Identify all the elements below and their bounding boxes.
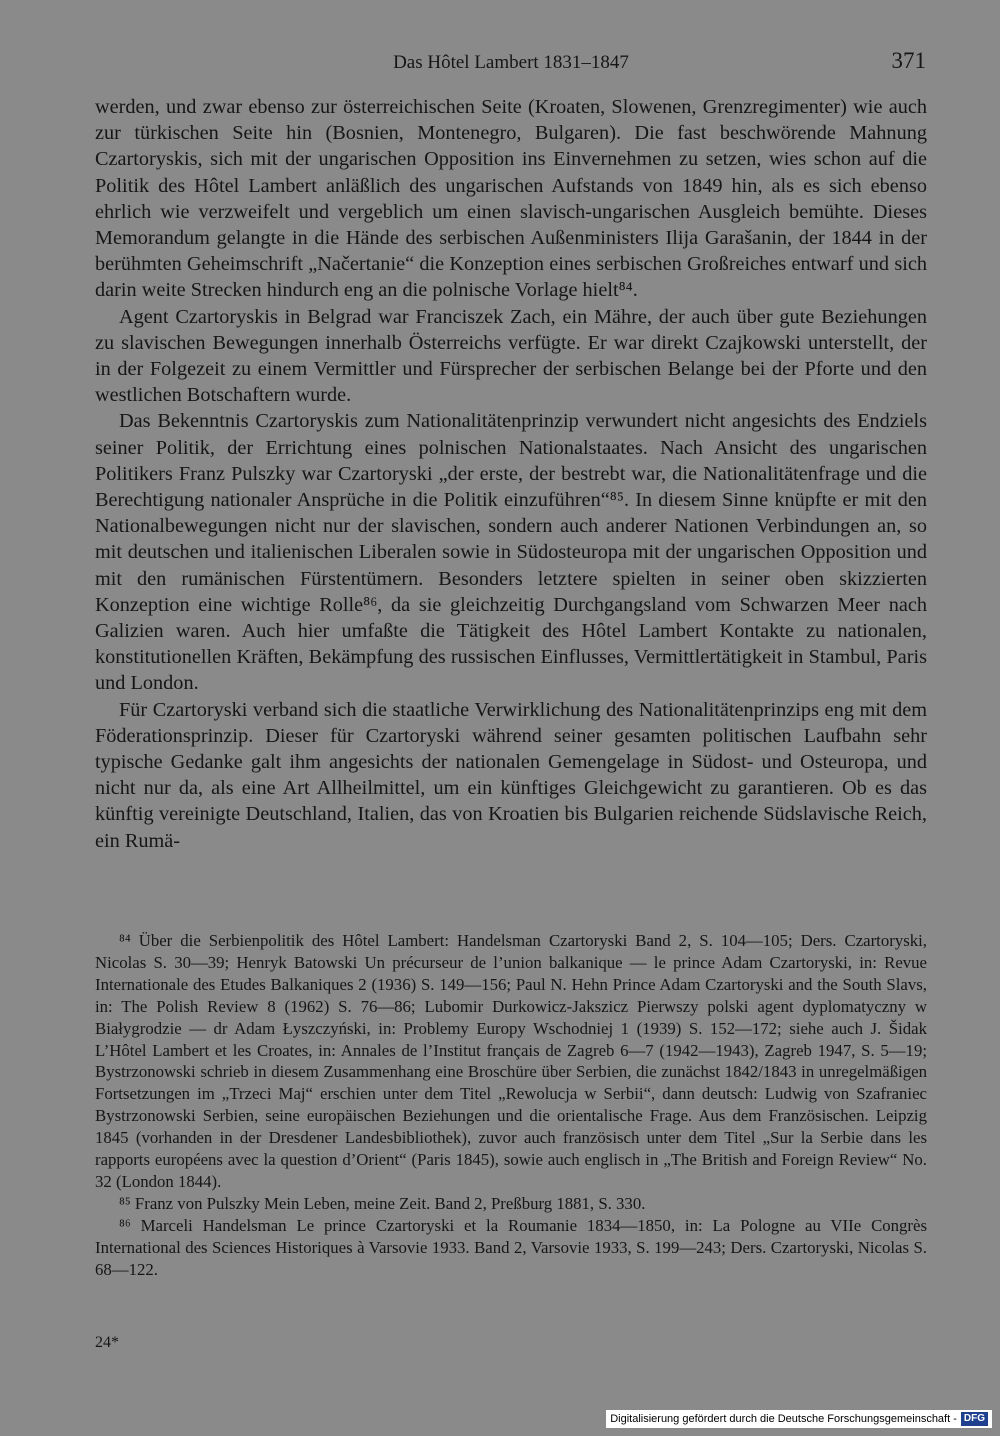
paragraph: Agent Czartoryskis in Belgrad war Franciszek Zach, ein Mähre, der auch über gute Beziehungen zu slavischen Bewegungen innerhalb Österreichs verfügte. Er war direkt Czajkowski unterstellt, der in der Folgezeit zu einem Vermittler und Fürsprecher der serbischen Belange bei der Pforte und den westlichen Botschaftern wurde.: [95, 305, 927, 407]
signature-mark: 24*: [95, 1334, 119, 1351]
running-title: Das Hôtel Lambert 1831–1847: [393, 52, 629, 73]
paragraph: werden, und zwar ebenso zur österreichischen Seite (Kroaten, Slowenen, Grenzregimenter) wie auch zur türkischen Seite hin (Bosnien, Montenegro, Bulgaren). Die fast beschwörende Mahnung Czartoryskis, sich mit der ungarischen Opposition ins Einvernehmen zu setzen, wies schon auf die Politik des Hôtel Lambert anläßlich des ungarischen Aufstands von 1849 hin, als es sich ebenso ehrlich wie verzweifelt und vergeblich um einen slavisch-ungarischen Ausgleich bemühte. Dieses Memorandum gelangte in die Hände des serbischen Außenministers Ilija Garašanin, der 1844 in der berühmten Geheimschrift „Načertanie“ die Konzeption eines serbischen Großreiches entwarf und sich darin weite Strecken hindurch eng an die polnische Vorlage hielt⁸⁴.: [95, 96, 927, 302]
page-header: [96, 48, 926, 78]
main-text: [95, 94, 927, 854]
footnotes: [95, 930, 927, 1281]
digitization-notice: [606, 1410, 992, 1428]
paragraph: Das Bekenntnis Czartoryskis zum Nationalitätenprinzip verwundert nicht angesichts des Endziels seiner Politik, der Errichtung eines polnischen Nationalstaates. Nach Ansicht des ungarischen Politikers Franz Pulszky war Czartoryski „der erste, der bestrebt war, die Nationalitätenfrage und die Berechtigung nationaler Ansprüche in die Politik einzuführen“⁸⁵. In diesem Sinne knüpfte er mit den Nationalbewegungen nicht nur der slavischen, sondern auch anderer Nationen Verbindungen an, so mit deutschen und italienischen Liberalen sowie in Südosteuropa mit der ungarischen Opposition und mit den rumänischen Fürstentümern. Besonders letztere spielten in seiner oben skizzierten Konzeption eine wichtige Rolle⁸⁶, da sie gleichzeitig Durchgangsland vom Schwarzen Meer nach Galizien waren. Auch hier umfaßte die Tätigkeit des Hôtel Lambert Kontakte zu nationalen, konstitutionellen Kräften, Bekämpfung des russischen Einflusses, Vermittlertätigkeit in Stambul, Paris und London.: [95, 410, 927, 695]
paragraph: Für Czartoryski verband sich die staatliche Verwirklichung des Nationalitätenprinzips eng mit dem Föderationsprinzip. Dieser für Czartoryski während seiner gesamten politischen Laufbahn sehr typische Gedanke galt ihm angesichts der nationalen Gemengelage in Südost- und Osteuropa, und nicht nur da, als eine Art Allheilmittel, um ein künftiges Gleichgewicht zu garantieren. Ob es das künftig vereinigte Deutschland, Italien, das von Kroatien bis Bulgarien reichende Südslavische Reich, ein Rumä-: [95, 698, 927, 852]
dfg-logo-icon: DFG: [961, 1412, 988, 1426]
footnote: ⁸⁶ Marceli Handelsman Le prince Czartoryski et la Roumanie 1834—1850, in: La Pologne au VIIe Congrès International des Sciences Historiques à Varsovie 1933. Band 2, Varsovie 1933, S. 199—243; Ders. Czartoryski, Nicolas S. 68—122.: [95, 1215, 927, 1279]
digitization-text: Digitalisierung gefördert durch die Deutsche Forschungsgemeinschaft -: [610, 1413, 957, 1425]
footnote: ⁸⁴ Über die Serbienpolitik des Hôtel Lambert: Handelsman Czartoryski Band 2, S. 104—105; Ders. Czartoryski, Nicolas S. 30—39; Henryk Batowski Un précurseur de l’union balkanique — le prince Adam Czartoryski, in: Revue Internationale des Etudes Balkaniques 2 (1936) S. 149—156; Paul N. Hehn Prince Adam Czartoryski and the South Slavs, in: The Polish Review 8 (1962) S. 76—86; Lubomir Durkowicz-Jakszicz Pierwszy polski agent dyplomatyczny w Białygrodzie — dr Adam Łyszczyński, in: Problemy Europy Wschodniej 1 (1939) S. 152—172; siehe auch J. Šidak L’Hôtel Lambert et les Croates, in: Annales de l’Institut français de Zagreb 6—7 (1942—1943), Zagreb 1947, S. 5—19; Bystrzonowski schrieb in diesem Zusammenhang eine Broschüre über Serbien, die zunächst 1842/1843 in unregelmäßigen Fortsetzungen im „Trzeci Maj“ erschien unter dem Titel „Rewolucja w Serbii“, dann deutsch: Ludwig von Szafraniec Bystrzonowski Serbien, seine europäischen Beziehungen und die orientalische Frage. Aus dem Französischen. Leipzig 1845 (vorhanden in der Dresdener Landesbibliothek), zuvor auch französisch unter dem Titel „Sur la Serbie dans les rapports européens avec la question d’Orient“ (Paris 1845), sowie auch englisch in „The British and Foreign Review“ No. 32 (London 1844).: [95, 931, 927, 1191]
page-number: 371: [891, 48, 926, 73]
footnote: ⁸⁵ Franz von Pulszky Mein Leben, meine Zeit. Band 2, Preßburg 1881, S. 330.: [119, 1193, 646, 1213]
